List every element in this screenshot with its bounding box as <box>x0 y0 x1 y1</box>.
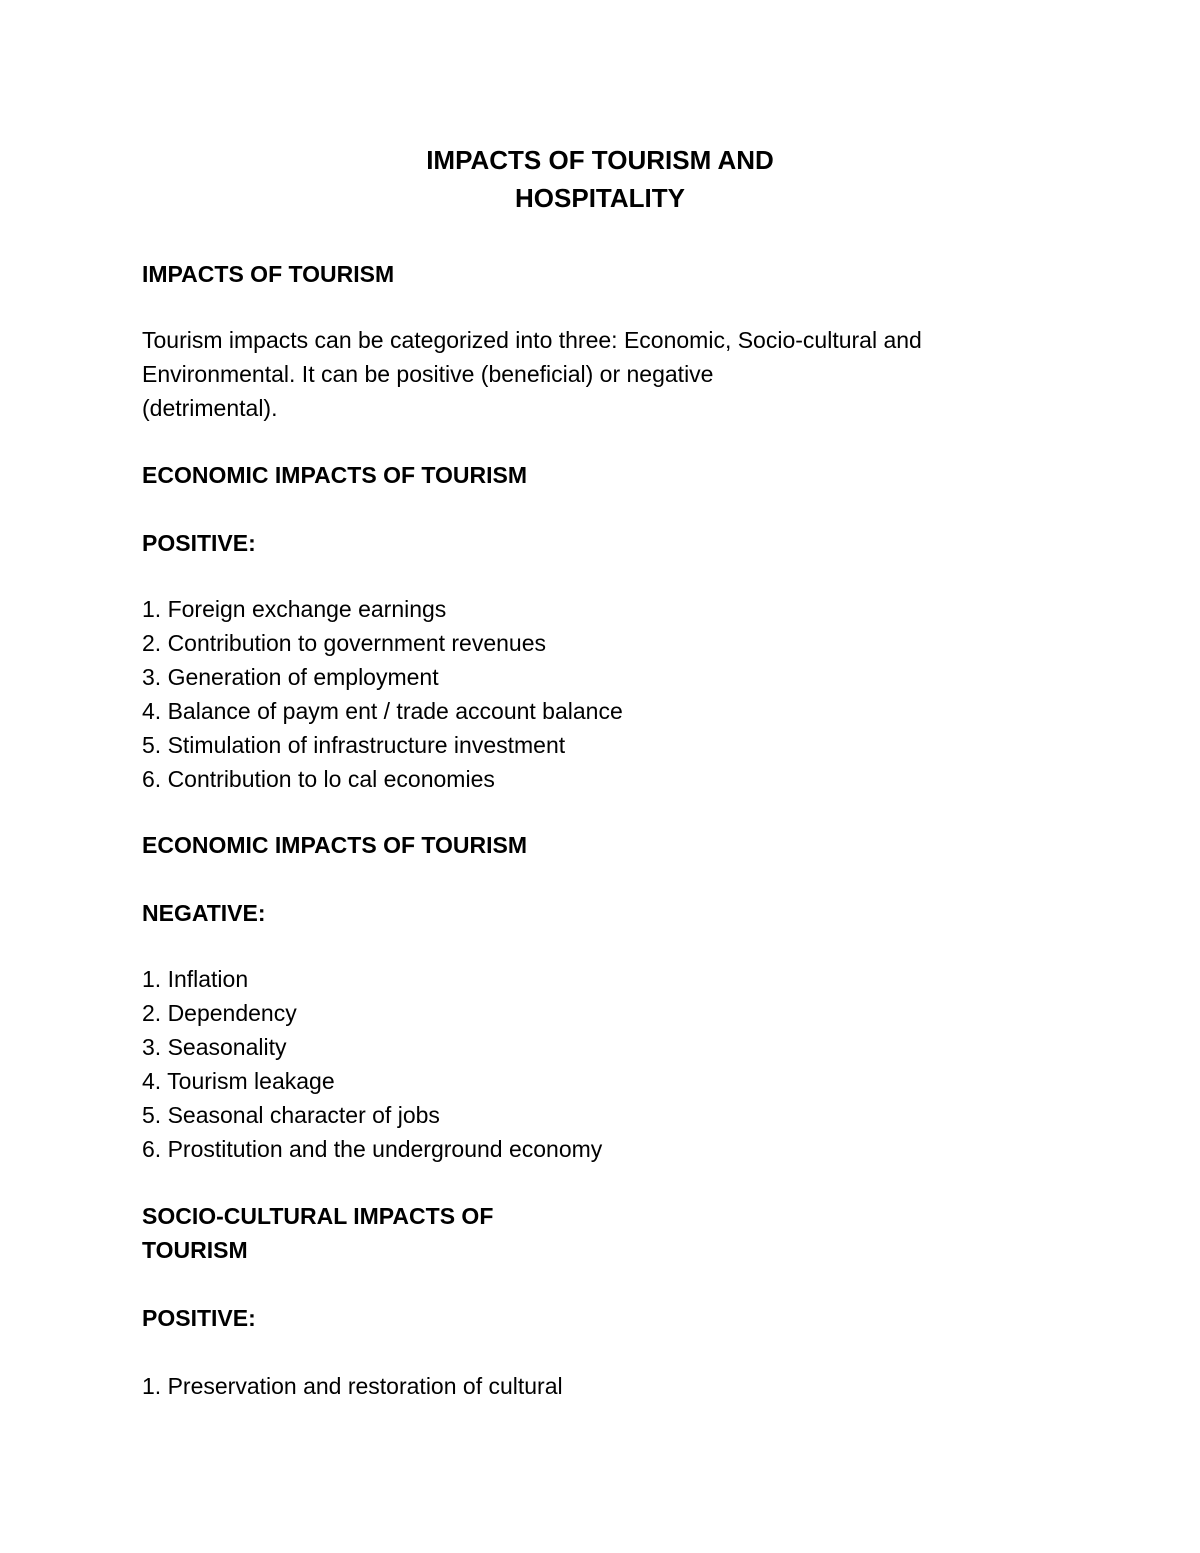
subheading-positive: POSITIVE: <box>142 1305 256 1331</box>
list-item: 4. Tourism leakage <box>142 1068 335 1094</box>
list-item: 5. Stimulation of infrastructure investment <box>142 732 566 758</box>
subheading-negative: NEGATIVE: <box>142 900 266 926</box>
list-item: 2. Dependency <box>142 1000 297 1026</box>
list-item: 6. Contribution to lo cal economies <box>142 766 495 792</box>
document-title-line-1: IMPACTS OF TOURISM AND <box>426 145 774 175</box>
intro-paragraph-line: Environmental. It can be positive (beneficial) or negative <box>142 361 714 387</box>
subheading-positive: POSITIVE: <box>142 530 256 556</box>
section-heading-impacts: IMPACTS OF TOURISM <box>142 261 395 287</box>
list-item: 3. Generation of employment <box>142 664 439 690</box>
list-item: 1. Foreign exchange earnings <box>142 596 447 622</box>
document-title-line-2: HOSPITALITY <box>515 183 685 213</box>
list-item: 6. Prostitution and the underground economy <box>142 1136 603 1162</box>
section-heading-sociocultural-line-2: TOURISM <box>142 1237 248 1263</box>
list-item: 2. Contribution to government revenues <box>142 630 547 656</box>
intro-paragraph-line: Tourism impacts can be categorized into three: Economic, Socio-cultural and <box>142 327 922 353</box>
list-item: 1. Preservation and restoration of cultural <box>142 1373 563 1399</box>
list-item: 4. Balance of paym ent / trade account balance <box>142 698 623 724</box>
list-item: 5. Seasonal character of jobs <box>142 1102 440 1128</box>
list-item: 3. Seasonality <box>142 1034 287 1060</box>
list-item: 1. Inflation <box>142 966 249 992</box>
section-heading-economic-negative: ECONOMIC IMPACTS OF TOURISM <box>142 832 528 858</box>
intro-paragraph-line: (detrimental). <box>142 395 278 421</box>
section-heading-sociocultural-line-1: SOCIO-CULTURAL IMPACTS OF <box>142 1203 494 1229</box>
section-heading-economic-positive: ECONOMIC IMPACTS OF TOURISM <box>142 462 528 488</box>
